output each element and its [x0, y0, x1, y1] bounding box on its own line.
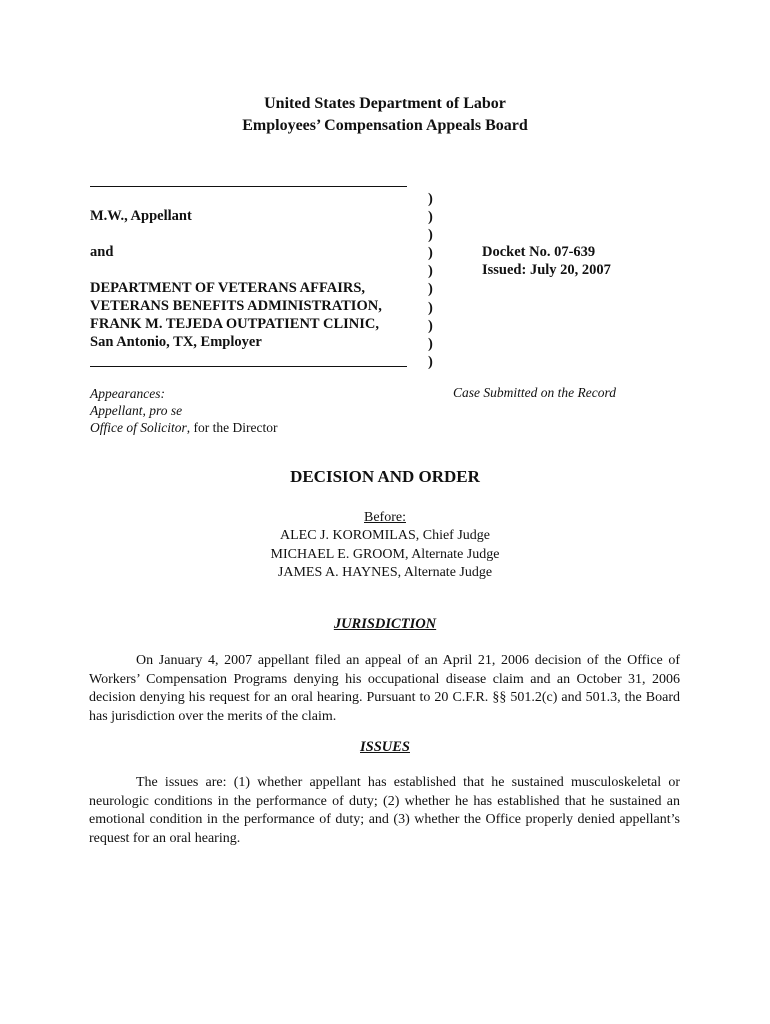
paren: ) [428, 353, 433, 370]
paren: ) [428, 227, 433, 244]
issues-paragraph [89, 774, 680, 848]
caption-appellant: M.W., Appellant [90, 208, 192, 224]
issues-heading: ISSUES [360, 739, 410, 755]
caption-parens-column [428, 190, 433, 371]
solicitor-role: , for the Director [186, 420, 278, 435]
header-agency: United States Department of Labor [264, 95, 506, 112]
docket-number: Docket No. 07-639 [482, 244, 596, 260]
appearances-label: Appearances: [90, 386, 165, 401]
paren: ) [428, 263, 433, 280]
paren: ) [428, 191, 433, 207]
paren: ) [428, 299, 433, 316]
judge-name: JAMES A. HAYNES, Alternate Judge [277, 564, 493, 580]
caption-bottom-rule [90, 366, 407, 367]
paren: ) [428, 317, 433, 334]
appearances-solicitor [90, 419, 277, 436]
jurisdiction-text: On January 4, 2007 appellant filed an appeal of an April 21, 2006 decision of the Office of Workers’ Compensation Programs denying his occupational disease claim and an October 31, 2006 decision denying his request for an oral hearing. Pursuant to 20 C.F.R. §§ 501.2(c) and 501.3, the Board has jurisdiction over the merits of the claim. [89, 653, 680, 724]
appearances-block [90, 385, 277, 436]
judge-name: MICHAEL E. GROOM, Alternate Judge [270, 546, 500, 562]
caption-and: and [90, 244, 114, 260]
caption-employer [90, 279, 382, 351]
header-board: Employees’ Compensation Appeals Board [242, 117, 528, 134]
case-submitted-note: Case Submitted on the Record [453, 385, 616, 400]
paren: ) [428, 335, 433, 352]
paren: ) [428, 245, 433, 262]
solicitor-office: Office of Solicitor [90, 420, 187, 435]
paren: ) [428, 209, 433, 226]
judge-name: ALEC J. KOROMILAS, Chief Judge [280, 528, 490, 544]
jurisdiction-heading: JURISDICTION [333, 616, 437, 632]
judges-panel [0, 509, 770, 582]
before-label: Before: [364, 510, 406, 525]
issued-date: Issued: July 20, 2007 [482, 262, 611, 278]
employer-line: San Antonio, TX, Employer [90, 334, 262, 350]
employer-line: DEPARTMENT OF VETERANS AFFAIRS, [90, 280, 366, 296]
jurisdiction-paragraph [89, 652, 680, 726]
employer-line: FRANK M. TEJEDA OUTPATIENT CLINIC, [90, 316, 379, 332]
issues-text: The issues are: (1) whether appellant has established that he sustained musculoskeletal or neurologic conditions in the performance of duty; (2) whether he has established that he sustained an emotional condition in the performance of duty; and (3) whether the Office properly denied appellant’s request for an oral hearing. [89, 775, 680, 846]
caption-top-rule [90, 186, 407, 187]
appearances-appellant: Appellant, pro se [90, 403, 183, 418]
employer-line: VETERANS BENEFITS ADMINISTRATION, [90, 298, 382, 314]
paren: ) [428, 281, 433, 298]
decision-title: DECISION AND ORDER [290, 467, 480, 486]
